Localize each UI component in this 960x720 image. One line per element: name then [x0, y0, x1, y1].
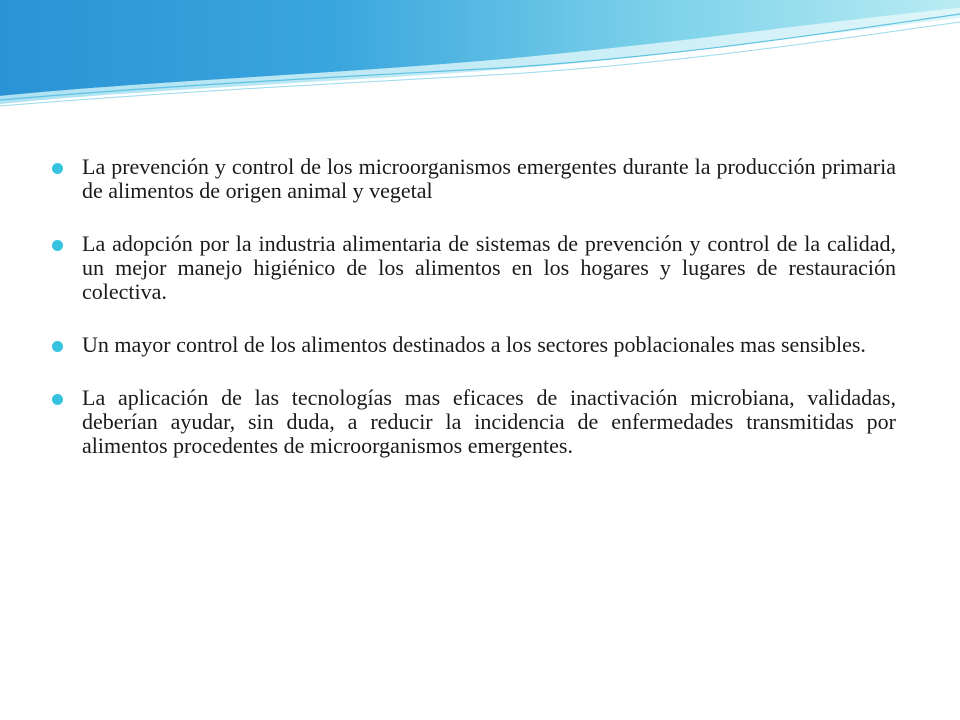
bullet-list [52, 155, 896, 458]
bullet-item [52, 155, 896, 203]
bullet-item [52, 232, 896, 304]
bullet-dot-icon [52, 341, 63, 352]
bullet-text: La prevención y control de los microorganismos emergentes durante la producción primaria de alimentos de origen animal y vegetal [82, 154, 896, 203]
bullet-dot-icon [52, 394, 63, 405]
bullet-dot-icon [52, 240, 63, 251]
bullet-item [52, 386, 896, 458]
content-area [52, 155, 896, 487]
bullet-text: La adopción por la industria alimentaria de sistemas de prevención y control de la calidad, un mejor manejo higiénico de los alimentos en los hogares y lugares de restauración colectiva. [82, 231, 896, 304]
bullet-item [52, 333, 896, 357]
bullet-text: La aplicación de las tecnologías mas eficaces de inactivación microbiana, validadas, deberían ayudar, sin duda, a reducir la incidencia de enfermedades transmitidas por alimentos procedentes de microorganismos emergentes. [82, 385, 896, 458]
bullet-text: Un mayor control de los alimentos destinados a los sectores poblacionales mas sensibles. [82, 332, 866, 357]
header-wave-decoration [0, 0, 960, 120]
bullet-dot-icon [52, 163, 63, 174]
